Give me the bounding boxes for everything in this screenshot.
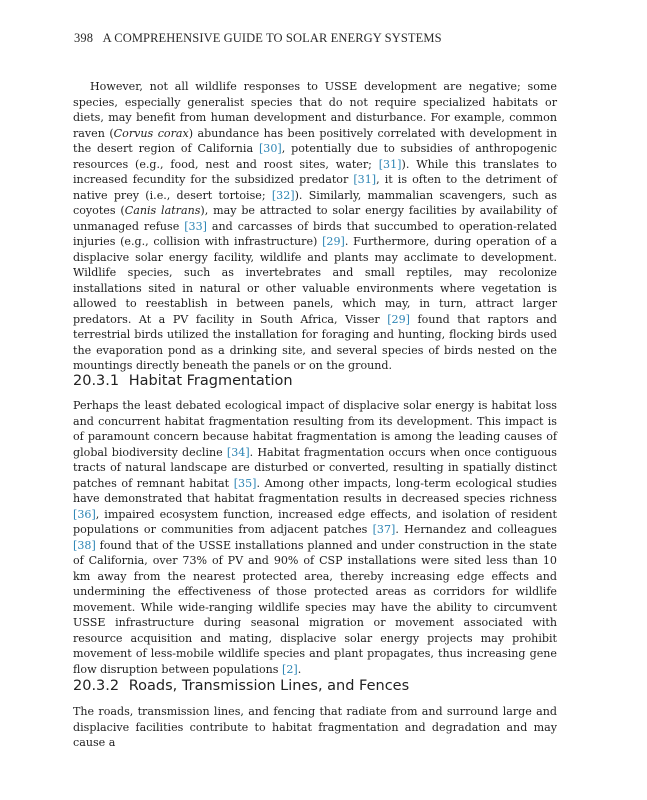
text-run: , it is often to the detriment of native prey (i.e., desert tortoise;	[73, 173, 557, 202]
citation-link[interactable]: [35]	[233, 476, 257, 490]
running-header	[74, 31, 574, 46]
text-run: and carcasses of birds that succumbed to operation-related injuries (e.g., collision with infrastructure)	[73, 219, 557, 248]
text-run: However, not all wildlife responses to USSE development are negative; some species, especially generalist species that do not require specialized habitats or diets, may benefit from human development and disturbance. For example, common raven (	[73, 80, 557, 140]
text-run: ). Similarly, mammalian scavengers, such as coyotes (	[73, 188, 557, 217]
paragraph-text	[73, 398, 557, 677]
citation-link[interactable]: [38]	[73, 538, 96, 552]
citation-link[interactable]: [37]	[372, 523, 396, 536]
citation-link[interactable]: [33]	[184, 219, 207, 233]
citation-link[interactable]: [31]	[378, 157, 402, 171]
section-heading-habitat-fragmentation	[73, 373, 557, 389]
section-title: Habitat Fragmentation	[128, 373, 293, 389]
citation-link[interactable]: [31]	[353, 173, 377, 186]
section-heading-roads-transmission	[73, 678, 557, 694]
species-name: Canis latrans	[124, 204, 201, 217]
text-run: found that of the USSE installations planned and under construction in the state of California, over 73% of PV and 90% of CSP installations were sited less than 10 km away from the nearest protected area, thereby increasing edge effects and undermining the effectiveness of those protected areas as corridors for wildlife movement. While wide-ranging wildlife species may have the ability to circumvent USSE infrastructure during seasonal migration or movement associated with resource acquisition and mating, displacive solar energy projects may prohibit movement of less-mobile wildlife species and plant propagates, thus increasing gene flow disruption between populations	[73, 538, 557, 676]
citation-link[interactable]: [30]	[258, 142, 282, 155]
paragraph-text	[73, 704, 557, 751]
citation-link[interactable]: [29]	[322, 235, 345, 248]
citation-link[interactable]: [34]	[226, 445, 250, 459]
text-run: . Furthermore, during operation of a displacive solar energy facility, wildlife and plants may acclimate to development. Wildlife species, such as invertebrates and small reptiles, may recolonize installations sited in natural or other valuable environments where vegetation is allowed to reestablish in between panels, which may, in turn, attract larger predators. At a PV facility in South Africa, Visser	[73, 235, 557, 326]
text-run: . Hernandez and colleagues	[395, 523, 557, 536]
text-run: , potentially due to subsidies of anthropogenic resources (e.g., food, nest and roost sites, water;	[73, 142, 557, 171]
text-run: ), may be attracted to solar energy facilities by availability of unmanaged refuse	[73, 204, 557, 233]
text-run: . Among other impacts, long-term ecological studies have demonstrated that habitat fragmentation results in decreased species richness	[73, 476, 557, 505]
text-run: , impaired ecosystem function, increased edge effects, and isolation of resident populations or communities from adjacent patches	[73, 507, 557, 536]
text-run: Perhaps the least debated ecological impact of displacive solar energy is habitat loss and concurrent habitat fragmentation resulting from its development. This impact is of paramount concern because habitat fragmentation is among the leading causes of global biodiversity decline	[73, 399, 557, 459]
book-title: A COMPREHENSIVE GUIDE TO SOLAR ENERGY SYSTEMS	[102, 31, 442, 45]
text-run: .	[297, 662, 302, 676]
paragraph-wildlife-responses	[73, 79, 557, 374]
text-run: ). While this translates to increased fecundity for the subsidized predator	[73, 157, 557, 186]
citation-link[interactable]: [36]	[73, 507, 96, 521]
page-number: 398	[74, 31, 94, 45]
text-run: The roads, transmission lines, and fencing that radiate from and surround large and displacive facilities contribute to habitat fragmentation and degradation and may cause a	[73, 705, 557, 749]
species-name: Corvus corax	[113, 126, 189, 140]
text-run: . Habitat fragmentation occurs when once contiguous tracts of natural landscape are disturbed or converted, resulting in spatially distinct patches of remnant habitat	[73, 445, 557, 490]
text-run: found that raptors and terrestrial birds utilized the installation for foraging and hunting, flocking birds used the evaporation pond as a drinking site, and several species of birds nested on the mountings directly beneath the panels or on the ground.	[73, 312, 557, 372]
section-number: 20.3.2	[73, 678, 120, 694]
section-title: Roads, Transmission Lines, and Fences	[128, 678, 410, 694]
paragraph-text	[73, 79, 557, 374]
citation-link[interactable]: [2]	[282, 662, 298, 676]
citation-link[interactable]: [32]	[271, 188, 295, 202]
citation-link[interactable]: [29]	[387, 312, 411, 326]
text-run: ) abundance has been positively correlated with development in the desert region of California	[73, 126, 557, 155]
section-number: 20.3.1	[73, 373, 120, 389]
paragraph-habitat-fragmentation	[73, 398, 557, 677]
paragraph-roads-transmission	[73, 704, 557, 751]
